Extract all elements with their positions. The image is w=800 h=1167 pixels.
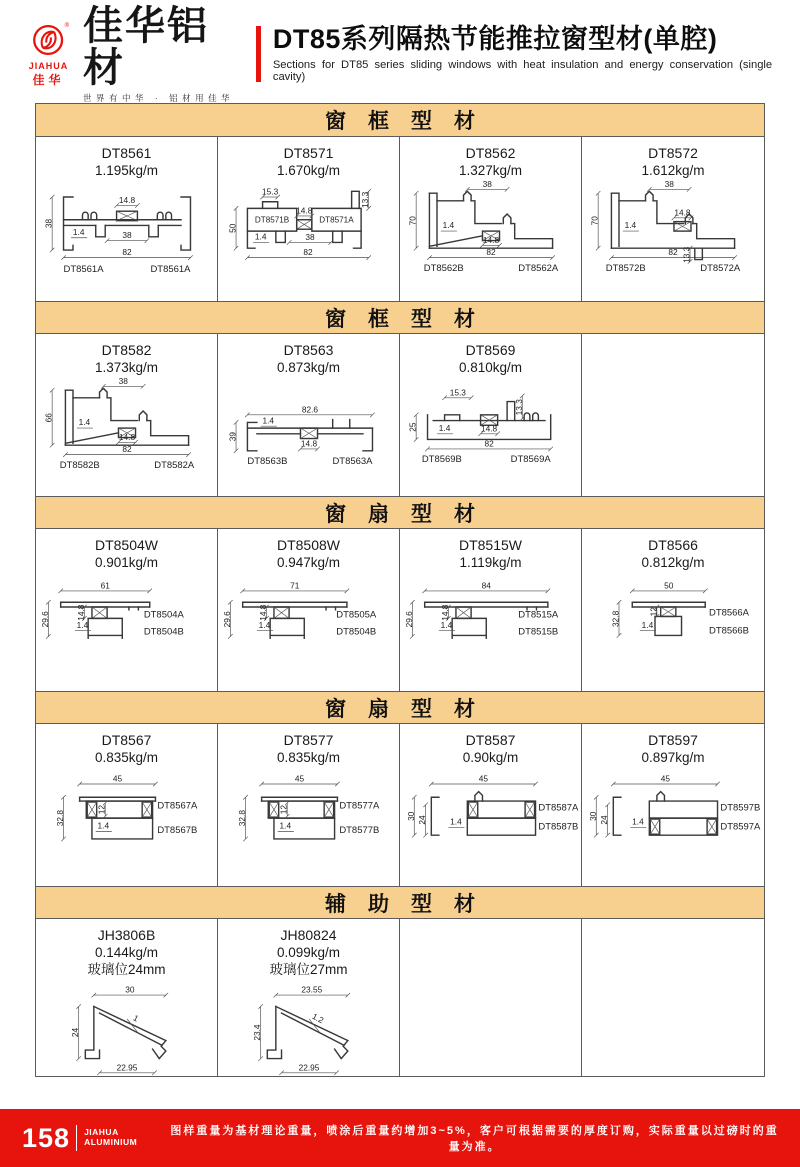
profile-drawing [37, 572, 217, 678]
dimension-label: 24 [416, 815, 427, 826]
dimension-label: 32.8 [236, 810, 247, 827]
dimension-label: 1.4 [641, 620, 654, 631]
dimension-label: 15.3 [261, 187, 278, 198]
profile-drawing [401, 377, 581, 483]
part-label: DT8561A [63, 264, 104, 276]
profile-cell [36, 137, 218, 301]
profile-weight: 0.144kg/m [94, 944, 159, 960]
dimension-label: 13.3 [359, 192, 370, 209]
part-label: DT8504B [335, 626, 376, 638]
profile-code: JH80824 [280, 927, 337, 943]
dimension-label: 1.4 [76, 620, 88, 631]
dimension-label: 25 [407, 422, 418, 433]
profile-code: DT8571 [283, 145, 334, 161]
part-label: DT8571A [318, 215, 354, 225]
glass-position-note: 玻璃位27mm [269, 962, 348, 978]
profile-weight: 0.835kg/m [276, 749, 341, 765]
page-title: DT85系列隔热节能推拉窗型材(单腔) [272, 24, 718, 55]
dimension-label: 38 [664, 180, 674, 190]
profile-cell [36, 529, 218, 691]
page-subtitle: Sections for DT85 series sliding windows with heat insulation and energy conservation (single cavity) [272, 58, 773, 83]
dimension-label: 82 [302, 247, 313, 258]
catalog-section [36, 104, 764, 301]
dimension-label: 82 [483, 438, 494, 449]
profile-cell [36, 919, 218, 1076]
profile-drawing [219, 180, 399, 286]
part-label: DT8504B [143, 626, 184, 638]
brand-logo [22, 20, 75, 88]
dimension-label: 45 [294, 774, 304, 785]
dimension-label: 32.8 [54, 810, 65, 827]
dimension-label: 22.95 [298, 1062, 319, 1073]
footer-note: 图样重量为基材理论重量，喷涂后重量约增加3~5%，客户可根据需要的厚度订购，实际重量以过磅时的重量为准。 [170, 1125, 779, 1153]
profile-drawing [37, 377, 217, 483]
empty-cell [400, 919, 582, 1076]
dimension-label: 1.4 [438, 423, 450, 434]
dimension-label: 13.3 [681, 247, 692, 264]
part-label: DT8563B [246, 456, 287, 468]
catalog-section [36, 496, 764, 691]
dimension-label: 13.3 [513, 399, 524, 416]
dimension-label: 22.95 [116, 1062, 137, 1073]
profile-code: DT8577 [283, 732, 334, 748]
dimension-label: 1.4 [258, 620, 270, 631]
profile-code: DT8508W [276, 537, 341, 553]
profile-code: DT8563 [283, 342, 334, 358]
dimension-label: 1.4 [632, 817, 644, 828]
dimension-label: 50 [227, 224, 238, 234]
section-header [36, 886, 764, 919]
profile-weight: 1.195kg/m [94, 162, 159, 178]
section-body [36, 724, 764, 886]
profile-weight: 0.810kg/m [458, 359, 523, 375]
profile-weight: 1.373kg/m [94, 359, 159, 375]
dimension-label: 1.4 [254, 232, 266, 243]
dimension-label: 61 [100, 580, 110, 591]
dimension-label: 1.4 [442, 220, 454, 231]
profile-code: DT8572 [648, 145, 698, 161]
profile-code: DT8566 [648, 537, 698, 553]
dimension-label: 14.8 [439, 604, 450, 622]
section-body [36, 529, 764, 691]
part-label: DT8587B [537, 821, 578, 833]
dimension-label: 14.8 [75, 604, 86, 622]
svg-text:®: ® [64, 21, 69, 29]
part-label: DT8571B [254, 215, 289, 225]
part-label: DT8515B [517, 626, 558, 638]
profile-weight: 0.099kg/m [276, 944, 341, 960]
profile-catalog-table [35, 103, 765, 1077]
dimension-label: 32.8 [610, 611, 621, 628]
red-divider [256, 26, 261, 82]
dimension-label: 39 [227, 432, 238, 442]
dimension-label: 24 [599, 815, 610, 826]
profile-weight: 0.835kg/m [94, 749, 159, 765]
profile-drawing [583, 767, 763, 873]
part-label: DT8597A [720, 821, 761, 833]
profile-cell [218, 334, 400, 496]
catalog-section [36, 691, 764, 886]
part-label: DT8587A [537, 802, 578, 814]
page-number: 158 [22, 1122, 71, 1153]
part-label: DT8577B [338, 825, 379, 837]
section-title: 辅助型材 [325, 892, 497, 916]
dimension-label: 24 [69, 1027, 80, 1038]
profile-code: DT8562 [465, 145, 516, 161]
profile-drawing [219, 572, 399, 678]
dimension-label: 12 [648, 607, 659, 617]
dimension-label: 14.8 [295, 205, 312, 216]
profile-cell [582, 724, 764, 886]
dimension-label: 1.4 [72, 227, 84, 238]
section-header [36, 496, 764, 529]
dimension-label: 38 [121, 230, 132, 241]
profile-cell [582, 529, 764, 691]
profile-cell [218, 137, 400, 301]
footer-divider [76, 1125, 77, 1151]
dimension-label: 14.8 [257, 604, 268, 622]
dimension-label: 30 [124, 984, 134, 995]
profile-code: DT8587 [465, 732, 516, 748]
dimension-label: 1.4 [261, 415, 274, 426]
part-label: DT8567A [156, 801, 197, 813]
profile-drawing [37, 767, 217, 873]
dimension-label: 50 [664, 580, 674, 591]
dimension-label: 38 [118, 377, 128, 387]
section-header [36, 301, 764, 334]
dimension-label: 71 [289, 580, 299, 591]
profile-drawing [401, 180, 581, 286]
profile-code: DT8504W [94, 537, 159, 553]
profile-weight: 1.119kg/m [459, 554, 522, 570]
section-title: 窗扇型材 [325, 697, 497, 721]
page-footer [0, 1109, 800, 1167]
profile-code: DT8582 [101, 342, 152, 358]
profile-code: DT8569 [465, 342, 516, 358]
empty-cell [582, 919, 764, 1076]
profile-drawing [219, 377, 399, 483]
part-label: DT8566A [709, 607, 750, 619]
dimension-label: 23.55 [300, 984, 322, 995]
dimension-label: 38 [43, 219, 54, 229]
profile-code: JH3806B [97, 927, 156, 943]
dimension-label: 38 [482, 180, 492, 190]
part-label: DT8566B [709, 625, 750, 637]
dimension-label: 14.8 [118, 432, 135, 443]
part-label: DT8582B [59, 460, 100, 472]
profile-cell [36, 334, 218, 496]
profile-cell [400, 724, 582, 886]
profile-drawing [583, 180, 763, 286]
profile-weight: 0.90kg/m [462, 749, 519, 765]
dimension-label: 1.4 [449, 817, 462, 828]
dimension-label: 29.6 [403, 611, 414, 628]
part-label: DT8505A [335, 609, 376, 621]
dimension-label: 30 [405, 811, 416, 822]
part-label: DT8577A [338, 801, 379, 813]
section-body [36, 334, 764, 496]
dimension-label: 82 [485, 247, 496, 258]
part-label: DT8562A [517, 263, 558, 275]
logo-text-cn: 佳华 [32, 73, 65, 87]
profile-cell [400, 137, 582, 301]
part-label: DT8561A [149, 264, 190, 276]
dimension-label: 84 [481, 580, 491, 591]
part-label: DT8562B [423, 263, 464, 275]
section-body [36, 137, 764, 301]
profile-drawing [37, 180, 217, 286]
dimension-label: 1.4 [624, 220, 637, 231]
dimension-label: 12 [278, 805, 289, 815]
part-label: DT8515A [517, 609, 558, 621]
brand-tagline: 世界有中华 · 铝材用佳华 [83, 92, 235, 103]
dimension-label: 29.6 [221, 611, 232, 628]
dimension-label: 82.6 [301, 404, 318, 415]
dimension-label: 15.3 [449, 387, 466, 398]
profile-cell [400, 529, 582, 691]
part-label: DT8569B [421, 454, 462, 466]
dimension-label: 70 [589, 216, 600, 226]
profile-code: DT8597 [648, 732, 698, 748]
dimension-label: 1.4 [78, 417, 90, 428]
dimension-label: 14.8 [118, 195, 135, 206]
catalog-section [36, 886, 764, 1076]
dimension-label: 66 [43, 413, 54, 423]
part-label: DT8597B [720, 802, 761, 814]
profile-cell [218, 919, 400, 1076]
profile-cell [218, 529, 400, 691]
profile-weight: 1.670kg/m [276, 162, 341, 178]
profile-code: DT8515W [458, 537, 523, 553]
dimension-label: 12 [96, 805, 107, 815]
dimension-label: 1.4 [279, 820, 291, 831]
jiahua-logo-icon [27, 20, 71, 60]
profile-weight: 0.901kg/m [94, 554, 159, 570]
profile-weight: 0.897kg/m [641, 749, 705, 765]
part-label: DT8572B [605, 263, 646, 275]
dimension-label: 14.8 [482, 235, 499, 246]
section-title: 窗框型材 [325, 307, 497, 331]
dimension-label: 14.8 [674, 207, 691, 218]
dimension-label: 14.8 [480, 423, 497, 434]
profile-drawing [401, 767, 581, 873]
part-label: DT8567B [156, 825, 197, 837]
section-header [36, 104, 764, 137]
footer-brand-line2: ALUMINIUM [84, 1137, 138, 1147]
brand-name: 佳华铝材 [83, 3, 210, 90]
profile-code: DT8567 [101, 732, 152, 748]
dimension-label: 45 [660, 774, 671, 785]
page-header [22, 3, 782, 103]
profile-weight: 0.873kg/m [276, 359, 341, 375]
dimension-label: 82 [121, 444, 132, 455]
section-title: 窗扇型材 [325, 502, 497, 526]
empty-cell [582, 334, 764, 496]
dimension-label: 45 [112, 774, 122, 785]
catalog-section [36, 301, 764, 496]
dimension-label: 38 [304, 232, 315, 243]
section-body [36, 919, 764, 1076]
profile-drawing [37, 980, 217, 1076]
dimension-label: 82 [121, 247, 132, 258]
dimension-label: 29.6 [39, 611, 50, 628]
part-label: DT8563A [331, 456, 372, 468]
footer-brand-line1: JIAHUA [84, 1127, 119, 1138]
profile-drawing [583, 572, 763, 678]
profile-cell [36, 724, 218, 886]
profile-drawing [219, 980, 399, 1076]
logo-text-en: JIAHUA [28, 61, 69, 71]
profile-weight: 0.947kg/m [276, 554, 341, 570]
part-label: DT8572A [700, 263, 741, 275]
profile-cell [582, 137, 764, 301]
profile-weight: 0.812kg/m [641, 554, 705, 570]
part-label: DT8582A [153, 460, 194, 472]
profile-drawing [219, 767, 399, 873]
profile-weight: 1.327kg/m [458, 162, 523, 178]
dimension-label: 70 [407, 216, 418, 226]
dimension-label: 1 [131, 1012, 140, 1024]
dimension-label: 1.2 [310, 1010, 325, 1026]
profile-code: DT8561 [101, 145, 152, 161]
dimension-label: 14.8 [300, 438, 317, 449]
profile-drawing [401, 572, 581, 678]
dimension-label: 45 [478, 774, 488, 785]
glass-position-note: 玻璃位24mm [87, 962, 166, 978]
dimension-label: 1.4 [97, 820, 109, 831]
profile-weight: 1.612kg/m [641, 162, 705, 178]
part-label: DT8569A [510, 454, 551, 466]
dimension-label: 1.4 [440, 620, 452, 631]
dimension-label: 23.4 [251, 1024, 262, 1041]
dimension-label: 30 [587, 811, 598, 822]
profile-cell [218, 724, 400, 886]
dimension-label: 82 [668, 247, 678, 258]
part-label: DT8504A [143, 609, 184, 621]
section-header [36, 691, 764, 724]
section-title: 窗框型材 [325, 110, 497, 133]
profile-cell [400, 334, 582, 496]
